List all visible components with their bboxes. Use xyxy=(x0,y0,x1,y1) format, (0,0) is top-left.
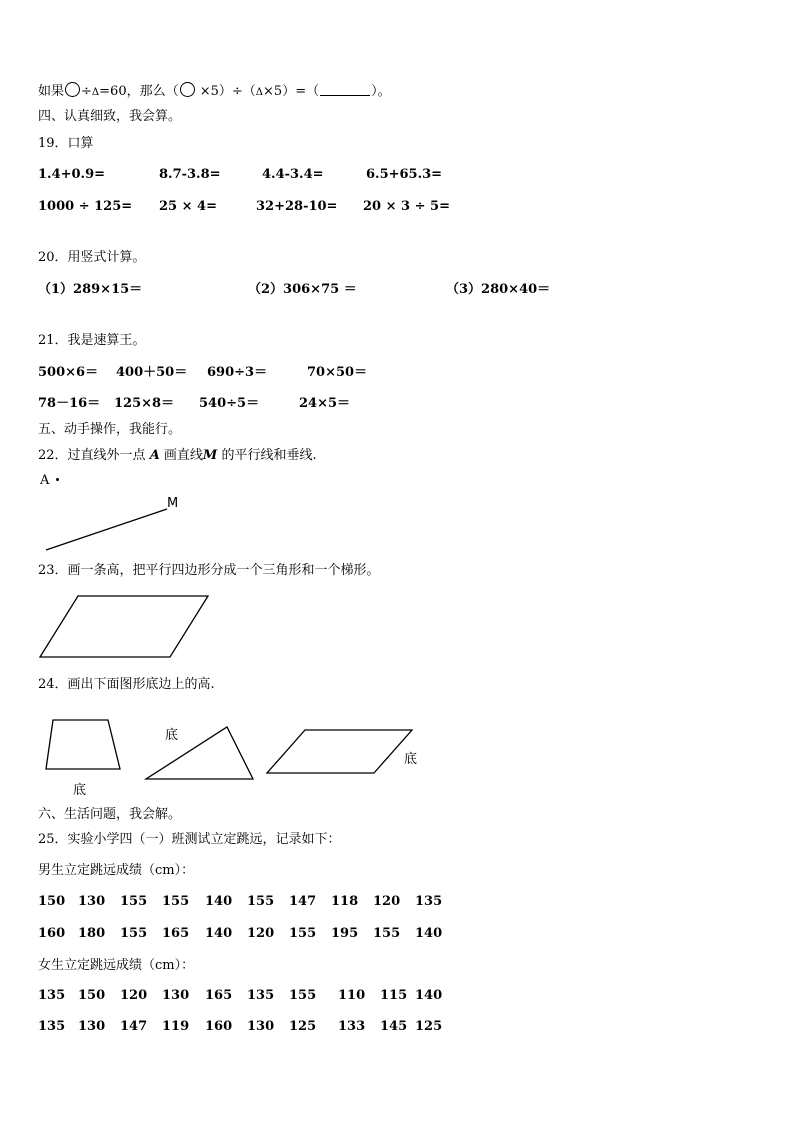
q21-r1-c2: 400＋50＝ xyxy=(116,365,188,380)
q20-title: 20．用竖式计算。 xyxy=(38,250,146,265)
q22-text-2: 画直线 xyxy=(159,448,203,463)
q24-title: 24．画出下面图形底边上的高. xyxy=(38,677,215,692)
q21-r2-c2: 125×8＝ xyxy=(114,396,175,411)
triangle-icon: Δ xyxy=(91,87,100,98)
score: 155 xyxy=(289,988,317,1003)
parallelogram-base-label: 底 xyxy=(404,752,418,767)
q21-r2-c4: 24×5＝ xyxy=(299,396,351,411)
boys-label: 男生立定跳远成绩（cm）： xyxy=(38,863,195,878)
q19-title: 19．口算 xyxy=(38,136,94,151)
q20-item-1: （1）289×15＝ xyxy=(38,282,143,297)
q22-text-3: 的平行线和垂线. xyxy=(217,448,317,463)
score: 165 xyxy=(205,988,233,1003)
q22-point-name: A xyxy=(149,448,160,463)
q19-r1-c1: 1.4+0.9= xyxy=(38,167,106,182)
score: 135 xyxy=(415,894,443,909)
score: 165 xyxy=(162,926,190,941)
score: 125 xyxy=(289,1019,317,1034)
parallelogram-shape-2 xyxy=(267,730,412,773)
score: 115 xyxy=(380,988,408,1003)
score: 119 xyxy=(162,1019,190,1034)
girls-label: 女生立定跳远成绩（cm）： xyxy=(38,958,195,973)
q22-line-name: M xyxy=(202,448,218,463)
score: 125 xyxy=(415,1019,443,1034)
section-6-heading: 六、生活问题，我会解。 xyxy=(38,807,182,822)
section-5-heading: 五、动手操作，我能行。 xyxy=(38,422,182,437)
q21-title: 21．我是速算王。 xyxy=(38,333,146,348)
score: 145 xyxy=(380,1019,408,1034)
q18-text-6: ）。 xyxy=(371,84,391,99)
score: 160 xyxy=(38,926,66,941)
q19-r1-c3: 4.4-3.4= xyxy=(262,167,324,182)
q19-r2-c4: 20 × 3 ÷ 5= xyxy=(363,199,450,214)
score: 120 xyxy=(120,988,148,1003)
score: 135 xyxy=(38,1019,66,1034)
score: 135 xyxy=(38,988,66,1003)
score: 130 xyxy=(78,1019,106,1034)
score: 150 xyxy=(78,988,106,1003)
point-a-text: A xyxy=(40,473,50,488)
score: 155 xyxy=(162,894,190,909)
triangle-icon: Δ xyxy=(255,87,264,98)
score: 155 xyxy=(247,894,275,909)
q18-text-1: 如果 xyxy=(38,84,65,99)
q21-r1-c3: 690÷3＝ xyxy=(207,365,268,380)
score: 130 xyxy=(247,1019,275,1034)
q19-r1-c2: 8.7-3.8= xyxy=(159,167,221,182)
score: 135 xyxy=(247,988,275,1003)
q19-r2-c3: 32+28-10= xyxy=(256,199,338,214)
score: 140 xyxy=(415,988,443,1003)
score: 160 xyxy=(205,1019,233,1034)
section-4-heading: 四、认真细致，我会算。 xyxy=(38,109,182,124)
trapezoid-base-label: 底 xyxy=(73,783,87,798)
q19-r2-c2: 25 × 4= xyxy=(159,199,217,214)
score: 140 xyxy=(415,926,443,941)
q19-r1-c4: 6.5+65.3= xyxy=(366,167,443,182)
q21-r1-c1: 500×6＝ xyxy=(38,365,99,380)
q18-text-4: ×5）÷（ xyxy=(195,84,256,99)
q18-text-2: ÷ xyxy=(81,84,92,99)
score: 155 xyxy=(120,894,148,909)
q25-title: 25．实验小学四（一）班测试立定跳远，记录如下： xyxy=(38,832,341,847)
line-m-label: M xyxy=(167,496,179,511)
score: 180 xyxy=(78,926,106,941)
score: 118 xyxy=(331,894,359,909)
score: 140 xyxy=(205,894,233,909)
score: 110 xyxy=(338,988,366,1003)
score: 195 xyxy=(331,926,359,941)
score: 150 xyxy=(38,894,66,909)
score: 133 xyxy=(338,1019,366,1034)
score: 130 xyxy=(162,988,190,1003)
q22-text-1: 22．过直线外一点 xyxy=(38,448,150,463)
score: 155 xyxy=(289,926,317,941)
q18-text-5: ×5）=（ xyxy=(263,84,320,99)
q21-r1-c4: 70×50＝ xyxy=(307,365,368,380)
score: 140 xyxy=(205,926,233,941)
q20-item-2: （2）306×75 ＝ xyxy=(248,282,357,297)
q21-r2-c3: 540÷5＝ xyxy=(199,396,260,411)
triangle-shape xyxy=(146,727,253,779)
trapezoid-shape xyxy=(46,720,120,769)
q20-item-3: （3）280×40＝ xyxy=(446,282,551,297)
score: 155 xyxy=(373,926,401,941)
score: 155 xyxy=(120,926,148,941)
triangle-base-label: 底 xyxy=(165,728,179,743)
q23-title: 23．画一条高，把平行四边形分成一个三角形和一个梯形。 xyxy=(38,563,380,578)
score: 147 xyxy=(120,1019,148,1034)
score: 147 xyxy=(289,894,317,909)
q21-r2-c1: 78－16＝ xyxy=(38,396,101,411)
score: 120 xyxy=(247,926,275,941)
score: 130 xyxy=(78,894,106,909)
q18-text-3: =60，那么（ xyxy=(99,84,179,99)
q19-r2-c1: 1000 ÷ 125= xyxy=(38,199,133,214)
score: 120 xyxy=(373,894,401,909)
